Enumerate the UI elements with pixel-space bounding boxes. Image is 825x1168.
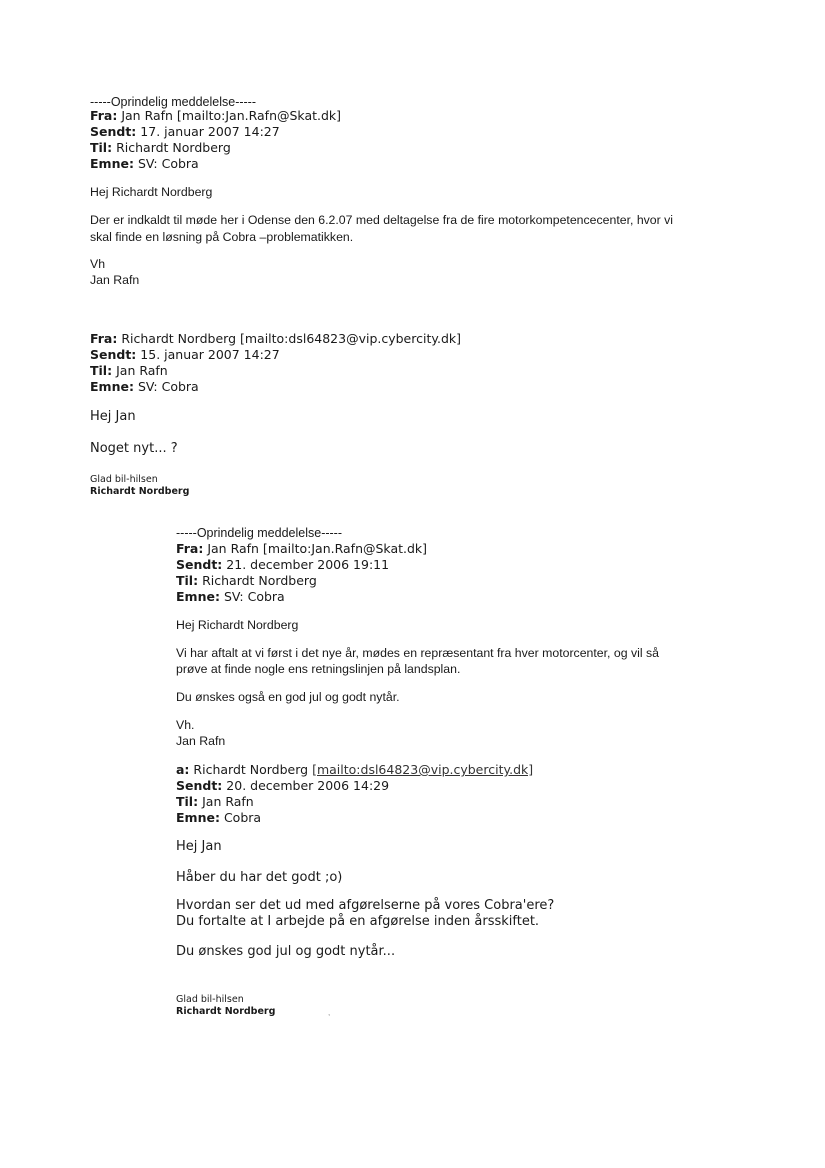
to-value: Jan Rafn bbox=[116, 363, 168, 378]
closing: Glad bil-hilsen bbox=[90, 474, 158, 485]
subject-line bbox=[90, 379, 199, 395]
sent-line bbox=[176, 557, 389, 573]
subject-value: SV: Cobra bbox=[223, 589, 285, 604]
from-label: a: bbox=[176, 762, 190, 777]
subject-label: Emne: bbox=[176, 810, 220, 825]
body-line: Hvordan ser det ud med afgørelserne på vores Cobra'ere? bbox=[176, 898, 555, 913]
to-value: Richardt Nordberg bbox=[202, 573, 317, 588]
to-label: Til: bbox=[176, 573, 199, 588]
subject-line bbox=[176, 589, 285, 605]
from-label: Fra: bbox=[90, 331, 118, 346]
greeting: Hej Jan bbox=[176, 839, 222, 854]
from-line bbox=[176, 762, 533, 778]
subject-line bbox=[90, 156, 199, 172]
from-line bbox=[176, 541, 427, 557]
sent-label: Sendt: bbox=[90, 124, 137, 139]
to-label: Til: bbox=[90, 140, 113, 155]
closing: Glad bil-hilsen bbox=[176, 994, 244, 1005]
subject-label: Emne: bbox=[90, 379, 134, 394]
sent-label: Sendt: bbox=[176, 778, 223, 793]
from-label: Fra: bbox=[176, 541, 204, 556]
subject-label: Emne: bbox=[90, 156, 134, 171]
body-line: Vi har aftalt at vi først i det nye år, mødes en repræsentant fra hver motorcenter, og vil så bbox=[176, 646, 659, 660]
from-value: Jan Rafn [mailto:Jan.Rafn@Skat.dk] bbox=[207, 541, 428, 556]
body-line: skal finde en løsning på Cobra –problematikken. bbox=[90, 230, 354, 244]
from-value: Richardt Nordberg [mailto:dsl64823@vip.cybercity.dk] bbox=[121, 331, 462, 346]
to-line bbox=[176, 794, 254, 810]
sent-label: Sendt: bbox=[90, 347, 137, 362]
closing: Vh. bbox=[176, 718, 195, 732]
from-line bbox=[90, 108, 341, 124]
subject-value: Cobra bbox=[223, 810, 262, 825]
body-line: Håber du har det godt ;o) bbox=[176, 870, 343, 885]
subject-value: SV: Cobra bbox=[137, 156, 199, 171]
to-line bbox=[90, 363, 168, 379]
signature: Jan Rafn bbox=[90, 273, 140, 287]
from-value: Richardt Nordberg bbox=[193, 762, 309, 777]
sent-label: Sendt: bbox=[176, 557, 223, 572]
body-line: Noget nyt... ? bbox=[90, 441, 178, 456]
to-line bbox=[90, 140, 231, 156]
original-message-separator: -----Oprindelig meddelelse----- bbox=[176, 526, 343, 540]
signature bbox=[176, 1006, 275, 1018]
subject-line bbox=[176, 810, 261, 826]
to-value: Richardt Nordberg bbox=[116, 140, 231, 155]
subject-value: SV: Cobra bbox=[137, 379, 199, 394]
to-line bbox=[176, 573, 317, 589]
sent-value: 21. december 2006 19:11 bbox=[226, 557, 390, 572]
body-line: Der er indkaldt til møde her i Odense den 6.2.07 med deltagelse fra de fire motorkompetencecenter, hvor vi bbox=[90, 213, 674, 227]
body-line: Du ønskes god jul og godt nytår... bbox=[176, 944, 396, 959]
sent-line bbox=[176, 778, 389, 794]
to-label: Til: bbox=[176, 794, 199, 809]
mailto-link[interactable]: [mailto:dsl64823@vip.cybercity.dk] bbox=[312, 762, 534, 777]
from-line bbox=[90, 331, 461, 347]
signature-name: Richardt Nordberg bbox=[176, 1006, 276, 1017]
body-line: Du fortalte at I arbejde på en afgørelse inden årsskiftet. bbox=[176, 914, 540, 929]
greeting: Hej Richardt Nordberg bbox=[176, 618, 299, 632]
sent-line bbox=[90, 347, 280, 363]
sent-value: 20. december 2006 14:29 bbox=[226, 778, 390, 793]
signature: Jan Rafn bbox=[176, 734, 226, 748]
greeting: Hej Jan bbox=[90, 409, 136, 424]
sent-line bbox=[90, 124, 280, 140]
scan-speck: , bbox=[328, 1008, 331, 1017]
sent-value: 15. januar 2007 14:27 bbox=[140, 347, 280, 362]
signature bbox=[90, 486, 189, 498]
to-value: Jan Rafn bbox=[202, 794, 254, 809]
sent-value: 17. januar 2007 14:27 bbox=[140, 124, 280, 139]
greeting: Hej Richardt Nordberg bbox=[90, 185, 213, 199]
from-label: Fra: bbox=[90, 108, 118, 123]
signature-name: Richardt Nordberg bbox=[90, 486, 190, 497]
original-message-separator: -----Oprindelig meddelelse----- bbox=[90, 95, 257, 109]
subject-label: Emne: bbox=[176, 589, 220, 604]
body-line: prøve at finde nogle ens retningslinjen på landsplan. bbox=[176, 662, 461, 676]
from-value: Jan Rafn [mailto:Jan.Rafn@Skat.dk] bbox=[121, 108, 342, 123]
wishes: Du ønskes også en god jul og godt nytår. bbox=[176, 690, 400, 704]
closing: Vh bbox=[90, 257, 106, 271]
to-label: Til: bbox=[90, 363, 113, 378]
